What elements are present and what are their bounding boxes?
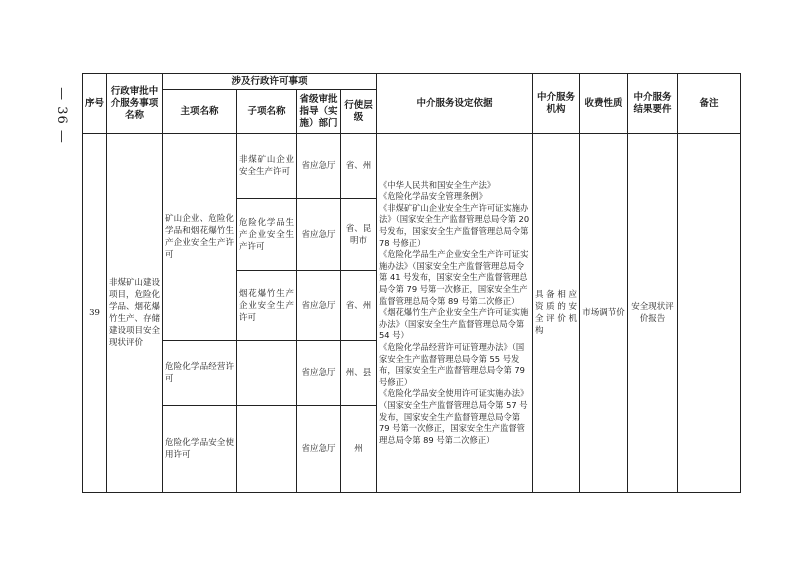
row-result: 安全现状评价报告 — [628, 134, 678, 493]
header-fee: 收费性质 — [580, 74, 628, 134]
header-sub-name: 子项名称 — [237, 90, 297, 134]
header-seq: 序号 — [83, 74, 107, 134]
header-agency: 中介服务机构 — [533, 74, 580, 134]
row-level-4: 州、县 — [341, 340, 377, 405]
header-item-name: 行政审批中介服务事项名称 — [107, 74, 163, 134]
row-dept-2: 省应急厅 — [297, 199, 341, 271]
header-result: 中介服务结果要件 — [628, 74, 678, 134]
row-basis — [377, 134, 533, 493]
row-sub-3: 烟花爆竹生产企业安全生产许可 — [237, 271, 297, 341]
row-note — [678, 134, 741, 493]
page-number — [52, 70, 70, 160]
header-main-name: 主项名称 — [163, 90, 237, 134]
row-main-group: 矿山企业、危险化学品和烟花爆竹生产企业安全生产许可 — [163, 134, 237, 341]
row-main-4: 危险化学品经营许可 — [163, 340, 237, 405]
basis-line: 《危险化学品安全管理条例》 — [379, 191, 487, 202]
header-level: 行使层级 — [341, 90, 377, 134]
header-note: 备注 — [678, 74, 741, 134]
row-dept-1: 省应急厅 — [297, 134, 341, 199]
row-dept-3: 省应急厅 — [297, 271, 341, 341]
row-level-1: 省、州 — [341, 134, 377, 199]
basis-line: 《危险化学品生产企业安全生产许可证实施办法》（国家安全生产监督管理总局令第 41 号发布，国家安全生产监督管理总局令第 79 号第一次修正，国家安全生产监督管理总局令第 89 号第二次修正） — [379, 249, 529, 306]
row-sub-4 — [237, 340, 297, 405]
row-seq: 39 — [83, 134, 107, 493]
intermediary-services-table — [82, 73, 741, 493]
row-main-5: 危险化学品安全使用许可 — [163, 406, 237, 493]
row-fee: 市场调节价 — [580, 134, 628, 493]
header-involved-permits: 涉及行政许可事项 — [163, 74, 377, 90]
row-agency: 具备相应资质的安全评价机构 — [533, 134, 580, 493]
row-dept-5: 省应急厅 — [297, 406, 341, 493]
basis-line: 《危险化学品安全使用许可证实施办法》（国家安全生产监督管理总局令第 57 号发布，国家安全生产监督管理总局令第 79 号第一次修正，国家安全生产监督管理总局令第 89 号第二次修正） — [379, 388, 529, 445]
row-item-name: 非煤矿山建设项目，危险化学品、烟花爆竹生产、存储建设项目安全现状评价 — [107, 134, 163, 493]
row-dept-4: 省应急厅 — [297, 340, 341, 405]
row-sub-2: 危险化学品生产企业安全生产许可 — [237, 199, 297, 271]
header-basis: 中介服务设定依据 — [377, 74, 533, 134]
basis-line: 《中华人民共和国安全生产法》 — [379, 179, 496, 190]
row-level-5: 州 — [341, 406, 377, 493]
header-dept: 省级审批指导（实施）部门 — [297, 90, 341, 134]
row-level-2: 省、昆明市 — [341, 199, 377, 271]
basis-line: 《非煤矿矿山企业安全生产许可证实施办法》（国家安全生产监督管理总局令第 20 号发布，国家安全生产监督管理总局令第 78 号修正） — [379, 202, 530, 248]
row-sub-1: 非煤矿山企业安全生产许可 — [237, 134, 297, 199]
basis-line: 《危险化学品经营许可证管理办法》（国家安全生产监督管理总局令第 55 号发布，国家安全生产监督管理总局令第 79 号修正） — [379, 341, 525, 387]
row-level-3: 省、州 — [341, 271, 377, 341]
row-sub-5 — [237, 406, 297, 493]
basis-line: 《烟花爆竹生产企业安全生产许可证实施办法》（国家安全生产监督管理总局令第 54 号） — [379, 307, 529, 341]
page-number-text: — 36 — — [53, 86, 69, 144]
